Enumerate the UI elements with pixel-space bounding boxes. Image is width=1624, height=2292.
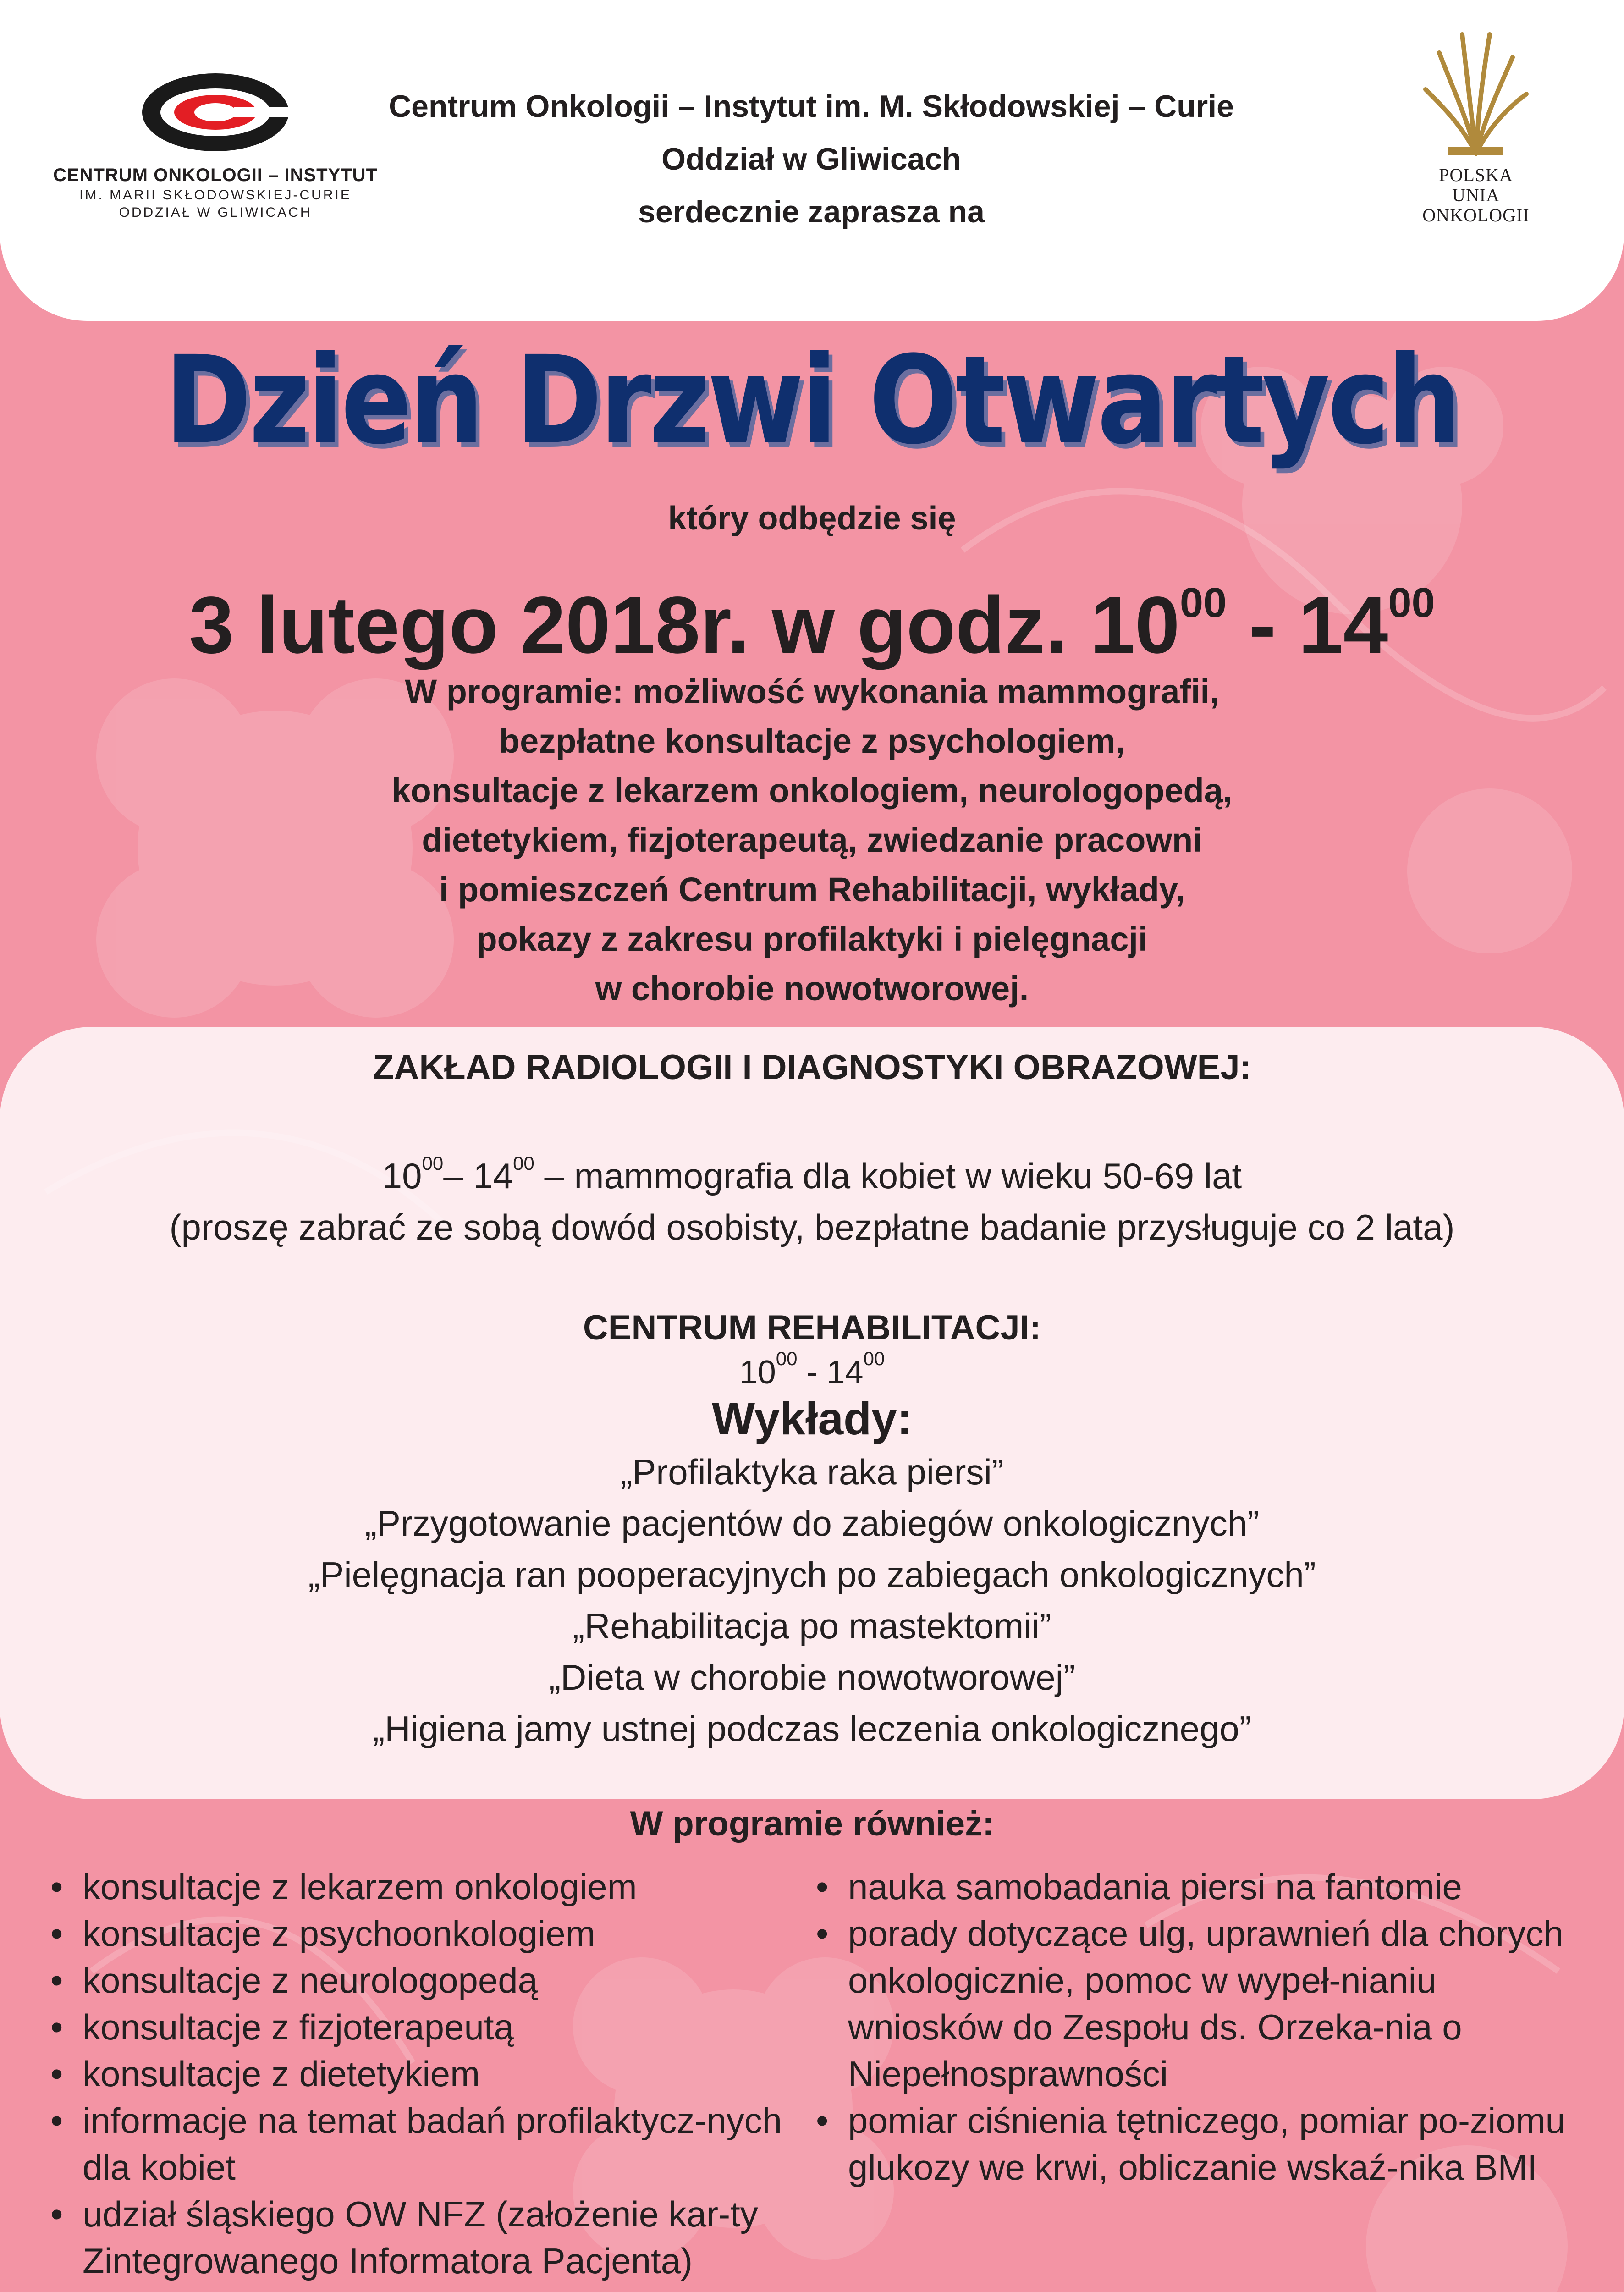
- radiology-note: (proszę zabrać ze sobą dowód osobisty, bezpłatne badanie przysługuje co 2 lata): [169, 1207, 1455, 1247]
- lectures-heading: Wykłady:: [711, 1393, 913, 1444]
- list-item: • konsultacje z neurologopedą: [50, 1957, 830, 2004]
- program-line: W programie: możliwość wykonania mammografii,: [405, 672, 1219, 711]
- radiology-time: $10^{00}-$ $14^{00}$ – mammografia dla kobiet w wieku 50-69 lat: [382, 1152, 1242, 1196]
- logo-right-line3: ONKOLOGII: [1422, 205, 1530, 226]
- program-line: i pomieszczeń Centrum Rehabilitacji, wykłady,: [439, 871, 1185, 909]
- program-line: w chorobie nowotworowej.: [595, 970, 1029, 1008]
- bullet-icon: •: [50, 2054, 63, 2094]
- bullet-icon: •: [816, 2100, 829, 2141]
- logo-right-line1: POLSKA: [1439, 165, 1513, 185]
- date-main: 3 lutego 2018r. w godz. 10: [189, 580, 1180, 670]
- polish-oncology-union-logo: [1398, 25, 1554, 241]
- list-item: • pomiar ciśnienia tętniczego, pomiar po-ziomu glukozy we krwi, obliczanie wskaź-nika BMI: [816, 2097, 1591, 2191]
- bullet-icon: •: [816, 1913, 829, 1954]
- bullet-icon: •: [816, 1867, 829, 1907]
- event-subtitle: który odbędzie się: [668, 500, 956, 537]
- bullet-icon: •: [50, 2194, 63, 2234]
- branch-name: Oddział w Gliwicach: [661, 142, 961, 176]
- bullet-icon: •: [50, 1960, 63, 2000]
- list-item: • konsultacje z dietetykiem: [50, 2050, 830, 2097]
- program-line: pokazy z zakresu profilaktyki i pielęgnacji: [476, 920, 1148, 958]
- date-sup-start: 00: [1179, 579, 1227, 626]
- event-date: [0, 557, 1624, 671]
- bullet-icon: •: [50, 2007, 63, 2047]
- lecture-item: „Przygotowanie pacjentów do zabiegów onkologicznych”: [364, 1503, 1260, 1543]
- list-item: • konsultacje z fizjoterapeutą: [50, 2004, 830, 2050]
- logo-left-line2: IM. MARII SKŁODOWSKIEJ-CURIE: [79, 187, 352, 203]
- program-line: konsultacje z lekarzem onkologiem, neurologopedą,: [391, 771, 1233, 810]
- also-list-right: [816, 1863, 1591, 2191]
- list-item: • udział śląskiego OW NFZ (założenie kar-ty Zintegrowanego Informatora Pacjenta): [50, 2191, 830, 2284]
- also-heading: W programie również:: [630, 1804, 994, 1843]
- radiology-heading: ZAKŁAD RADIOLOGII I DIAGNOSTYKI OBRAZOWEJ:: [373, 1048, 1251, 1087]
- golden-feather-icon: [1398, 25, 1554, 163]
- header-banner: [0, 0, 1624, 321]
- date-sup-end: 00: [1388, 579, 1435, 626]
- list-item: • informacje na temat badań profilaktycz-nych dla kobiet: [50, 2097, 830, 2191]
- also-list-left: [50, 1863, 830, 2284]
- list-item: • porady dotyczące ulg, uprawnień dla chorych onkologicznie, pomoc w wypeł-nianiu wniosków do Zespołu ds. Orzeka-nia o Niepełnosprawności: [816, 1910, 1591, 2097]
- rehab-heading: CENTRUM REHABILITACJI:: [583, 1308, 1041, 1347]
- bullet-icon: •: [50, 1913, 63, 1954]
- logo-left-line3: ODDZIAŁ W GLIWICACH: [119, 205, 312, 220]
- bullet-icon: •: [50, 1867, 63, 1907]
- logo-right-line2: UNIA: [1452, 185, 1500, 205]
- details-content: [0, 1047, 1624, 1754]
- program-line: bezpłatne konsultacje z psychologiem,: [499, 722, 1125, 760]
- list-item: • nauka samobadania piersi na fantomie: [816, 1863, 1591, 1910]
- list-item: • konsultacje z lekarzem onkologiem: [50, 1863, 830, 1910]
- lecture-item: „Rehabilitacja po mastektomii”: [573, 1606, 1051, 1646]
- lecture-item: „Profilaktyka raka piersi”: [620, 1452, 1004, 1492]
- institution-name: Centrum Onkologii – Instytut im. M. Skłodowskiej – Curie: [389, 89, 1234, 124]
- date-mid: - 14: [1227, 580, 1388, 670]
- logo-left-line1: CENTRUM ONKOLOGII – INSTYTUT: [53, 165, 378, 185]
- lecture-item: „Dieta w chorobie nowotworowej”: [549, 1657, 1075, 1697]
- rehab-time: $10^{00} - 14^{00}$: [739, 1348, 885, 1391]
- lecture-item: „Pielęgnacja ran pooperacyjnych po zabiegach onkologicznych”: [308, 1554, 1316, 1595]
- list-item: • konsultacje z psychoonkologiem: [50, 1910, 830, 1957]
- program-summary: [138, 667, 1486, 1014]
- header-text: [229, 80, 1393, 238]
- bullet-icon: •: [50, 2100, 63, 2141]
- event-title: Dzień Drzwi Otwartych: [165, 330, 1459, 471]
- program-line: dietetykiem, fizjoterapeutą, zwiedzanie pracowni: [422, 821, 1202, 859]
- invitation-line: serdecznie zaprasza na: [638, 194, 985, 229]
- lecture-item: „Higiena jamy ustnej podczas leczenia onkologicznego”: [373, 1708, 1251, 1749]
